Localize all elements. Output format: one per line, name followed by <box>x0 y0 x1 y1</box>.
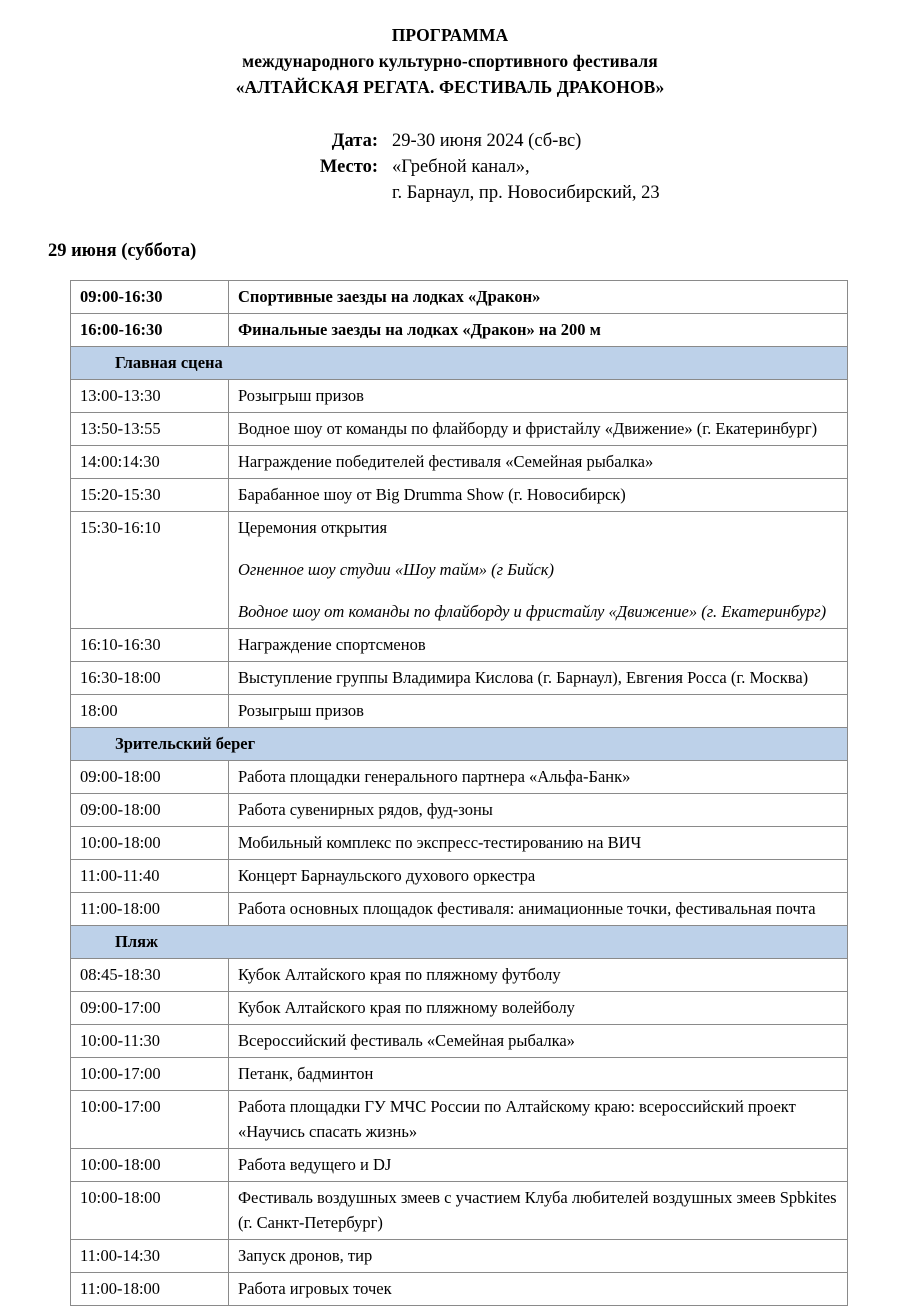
schedule-description-line: Фестиваль воздушных змеев с участием Клуба любителей воздушных змеев Spbkites (г. Санкт-Петербург) <box>238 1188 837 1232</box>
schedule-row-time: 08:45-18:30 <box>71 959 229 992</box>
schedule-row <box>71 1091 848 1149</box>
schedule-row-description <box>229 1240 848 1273</box>
schedule-description-line: Работа ведущего и DJ <box>238 1155 392 1174</box>
schedule-row-time: 15:30-16:10 <box>71 512 229 629</box>
schedule-row-description <box>229 1025 848 1058</box>
schedule-row-time: 10:00-17:00 <box>71 1091 229 1149</box>
schedule-row-time: 18:00 <box>71 695 229 728</box>
schedule-row-description <box>229 446 848 479</box>
schedule-description-line: Запуск дронов, тир <box>238 1246 373 1265</box>
schedule-row <box>71 1240 848 1273</box>
page-subtitle: международного культурно-спортивного фестиваля <box>242 51 658 71</box>
schedule-container <box>0 280 900 1306</box>
schedule-row-time: 14:00:14:30 <box>71 446 229 479</box>
schedule-row-time: 10:00-11:30 <box>71 1025 229 1058</box>
schedule-row-time: 11:00-14:30 <box>71 1240 229 1273</box>
schedule-description-line: Награждение победителей фестиваля «Семейная рыбалка» <box>238 452 654 471</box>
schedule-row <box>71 629 848 662</box>
schedule-row-time: 09:00-16:30 <box>71 281 229 314</box>
schedule-row-time: 13:00-13:30 <box>71 380 229 413</box>
schedule-row-description <box>229 281 848 314</box>
place-value-line-1: «Гребной канал», <box>392 157 530 177</box>
schedule-row-description <box>229 794 848 827</box>
schedule-row <box>71 380 848 413</box>
schedule-row <box>71 893 848 926</box>
schedule-row <box>71 314 848 347</box>
schedule-description-line: Работа площадки ГУ МЧС России по Алтайскому краю: всероссийский проект «Научись спасать жизнь» <box>238 1097 796 1141</box>
schedule-description-line: Работа площадки генерального партнера «Альфа-Банк» <box>238 767 631 786</box>
schedule-section-label: Зрительский берег <box>71 728 848 761</box>
schedule-description-line: Выступление группы Владимира Кислова (г. Барнаул), Евгения Росса (г. Москва) <box>238 668 809 687</box>
schedule-description-line: Награждение спортсменов <box>238 635 426 654</box>
schedule-description-line: Огненное шоу студии «Шоу тайм» (г Бийск) <box>238 560 555 579</box>
schedule-row-description <box>229 662 848 695</box>
schedule-description-line: Спортивные заезды на лодках «Дракон» <box>238 287 541 306</box>
schedule-section-label: Пляж <box>71 926 848 959</box>
meta-row-place-continued <box>300 180 900 206</box>
schedule-section-header <box>71 347 848 380</box>
schedule-row-time: 09:00-18:00 <box>71 761 229 794</box>
meta-row-place <box>300 154 900 180</box>
schedule-row-time: 10:00-17:00 <box>71 1058 229 1091</box>
schedule-row <box>71 992 848 1025</box>
schedule-description-line: Работа основных площадок фестиваля: анимационные точки, фестивальная почта <box>238 899 816 918</box>
schedule-description-line: Водное шоу от команды по флайборду и фристайлу «Движение» (г. Екатеринбург) <box>238 419 818 438</box>
schedule-table-body <box>71 281 848 1306</box>
schedule-row-time: 16:30-18:00 <box>71 662 229 695</box>
schedule-row-time: 09:00-18:00 <box>71 794 229 827</box>
schedule-row <box>71 761 848 794</box>
schedule-row-description <box>229 1058 848 1091</box>
schedule-row <box>71 446 848 479</box>
place-label: Место: <box>319 157 378 177</box>
schedule-row <box>71 1182 848 1240</box>
document-title-block <box>0 0 900 100</box>
schedule-row <box>71 794 848 827</box>
schedule-row-description <box>229 512 848 629</box>
schedule-description-line: Церемония открытия <box>238 518 388 537</box>
schedule-row-description <box>229 992 848 1025</box>
schedule-row-description <box>229 413 848 446</box>
schedule-row <box>71 413 848 446</box>
schedule-row <box>71 1273 848 1306</box>
schedule-row-description <box>229 1182 848 1240</box>
date-value: 29-30 июня 2024 (сб-вс) <box>392 131 582 151</box>
schedule-description-line: Концерт Барнаульского духового оркестра <box>238 866 536 885</box>
schedule-row-description <box>229 1273 848 1306</box>
schedule-row-time: 16:00-16:30 <box>71 314 229 347</box>
schedule-description-line: Водное шоу от команды по флайборду и фристайлу «Движение» (г. Екатеринбург) <box>238 602 827 621</box>
schedule-row-description <box>229 479 848 512</box>
page-subtitle-festival-name: «АЛТАЙСКАЯ РЕГАТА. ФЕСТИВАЛЬ ДРАКОНОВ» <box>235 77 665 97</box>
schedule-row-time: 15:20-15:30 <box>71 479 229 512</box>
schedule-row <box>71 1025 848 1058</box>
schedule-section-header <box>71 728 848 761</box>
schedule-row <box>71 695 848 728</box>
schedule-description-line: Работа игровых точек <box>238 1279 392 1298</box>
schedule-row-time: 10:00-18:00 <box>71 827 229 860</box>
schedule-description-line: Розыгрыш призов <box>238 386 364 405</box>
schedule-description-line: Финальные заезды на лодках «Дракон» на 200 м <box>238 320 601 339</box>
schedule-row <box>71 479 848 512</box>
schedule-row-time: 16:10-16:30 <box>71 629 229 662</box>
schedule-row <box>71 860 848 893</box>
schedule-row <box>71 959 848 992</box>
schedule-row-time: 10:00-18:00 <box>71 1182 229 1240</box>
schedule-row-time: 10:00-18:00 <box>71 1149 229 1182</box>
schedule-row-time: 13:50-13:55 <box>71 413 229 446</box>
schedule-table <box>70 280 848 1306</box>
schedule-description-line: Кубок Алтайского края по пляжному футболу <box>238 965 561 984</box>
place-value-line-2: г. Барнаул, пр. Новосибирский, 23 <box>392 183 660 203</box>
schedule-row <box>71 1149 848 1182</box>
schedule-description-line: Кубок Алтайского края по пляжному волейболу <box>238 998 575 1017</box>
schedule-row-description <box>229 959 848 992</box>
schedule-row-description <box>229 314 848 347</box>
schedule-row-time: 11:00-18:00 <box>71 1273 229 1306</box>
schedule-section-label: Главная сцена <box>71 347 848 380</box>
day-heading: 29 июня (суббота) <box>48 241 197 261</box>
schedule-description-line: Розыгрыш призов <box>238 701 364 720</box>
schedule-description-line: Мобильный комплекс по экспресс-тестированию на ВИЧ <box>238 833 642 852</box>
schedule-row-description <box>229 380 848 413</box>
page-title: ПРОГРАММА <box>391 25 509 45</box>
schedule-row <box>71 512 848 629</box>
schedule-row-description <box>229 827 848 860</box>
schedule-row-time: 09:00-17:00 <box>71 992 229 1025</box>
meta-row-date <box>300 128 900 154</box>
event-meta-block <box>0 128 900 206</box>
schedule-row-description <box>229 1091 848 1149</box>
schedule-row-time: 11:00-11:40 <box>71 860 229 893</box>
schedule-description-line: Петанк, бадминтон <box>238 1064 374 1083</box>
schedule-row <box>71 662 848 695</box>
schedule-description-line: Всероссийский фестиваль «Семейная рыбалка» <box>238 1031 575 1050</box>
schedule-row-description <box>229 695 848 728</box>
date-label: Дата: <box>331 131 378 151</box>
schedule-row-time: 11:00-18:00 <box>71 893 229 926</box>
schedule-row <box>71 281 848 314</box>
schedule-row-description <box>229 860 848 893</box>
schedule-row-description <box>229 893 848 926</box>
schedule-description-line: Барабанное шоу от Big Drumma Show (г. Новосибирск) <box>238 485 626 504</box>
schedule-row-description <box>229 761 848 794</box>
schedule-description-line: Работа сувенирных рядов, фуд-зоны <box>238 800 493 819</box>
schedule-section-header <box>71 926 848 959</box>
schedule-row <box>71 827 848 860</box>
schedule-row-description <box>229 629 848 662</box>
schedule-row <box>71 1058 848 1091</box>
schedule-row-description <box>229 1149 848 1182</box>
